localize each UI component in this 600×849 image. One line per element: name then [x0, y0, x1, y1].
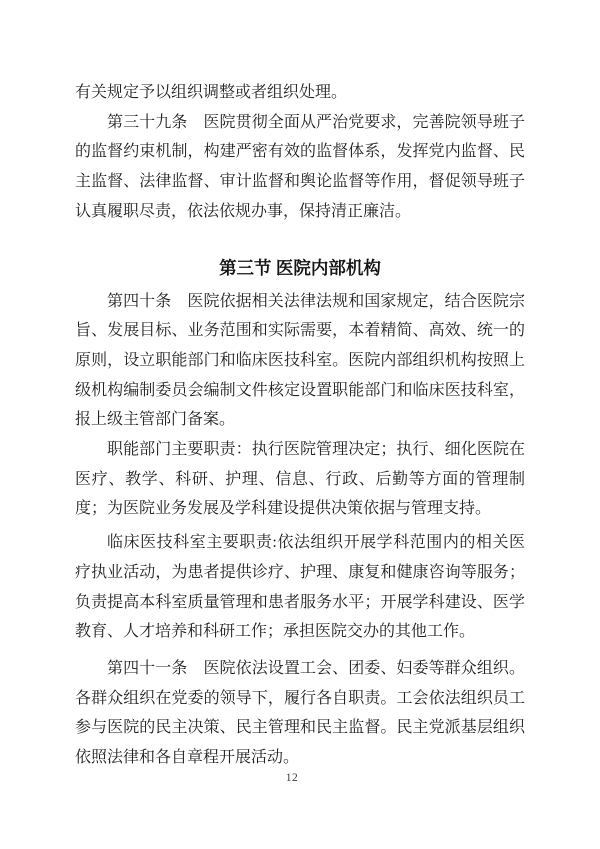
paragraph-article-40: 第四十条 医院依据相关法律法规和国家规定，结合医院宗旨、发展目标、业务范围和实际需要，本着精简、高效、统一的原则，设立职能部门和临床医技科室。医院内部组织机构按照上级机构编制委员会编制文件核定设置职能部门和临床医技科室，报上级主管部门备案。: [75, 292, 525, 429]
paragraph-article-39: 第三十九条 医院贯彻全面从严治党要求，完善院领导班子的监督约束机制，构建严密有效的监督体系，发挥党内监督、民主监督、法律监督、审计监督和舆论监督等作用，督促领导班子认真履职尽责，依法依规办事，保持清正廉洁。: [75, 113, 525, 220]
section-heading: 第三节 医院内部机构: [219, 257, 381, 278]
paragraph-continuation: 有关规定予以组织调整或者组织处理。: [75, 84, 348, 101]
paragraph-article-41: 第四十一条 医院依法设置工会、团委、妇委等群众组织。各群众组织在党委的领导下，履行各自职责。工会依法组织员工参与医院的民主决策、民主管理和民主监督。民主党派基层组织依照法律和各自章程开展活动。: [75, 659, 525, 767]
page-number: 12: [285, 772, 299, 784]
document-body: [75, 78, 525, 773]
paragraph-functional-departments-duties: 职能部门主要职责：执行医院管理决定；执行、细化医院在医疗、教学、科研、护理、信息、行政、后勤等方面的管理制度；为医院业务发展及学科建设提供决策依据与管理支持。: [75, 441, 525, 518]
paragraph-clinical-departments-duties: 临床医技科室主要职责:依法组织开展学科范围内的相关医疗执业活动，为患者提供诊疗、护理、康复和健康咨询等服务；负责提高本科室质量管理和患者服务水平；开展学科建设、医学教育、人才培养和科研工作；承担医院交办的其他工作。: [75, 534, 525, 641]
